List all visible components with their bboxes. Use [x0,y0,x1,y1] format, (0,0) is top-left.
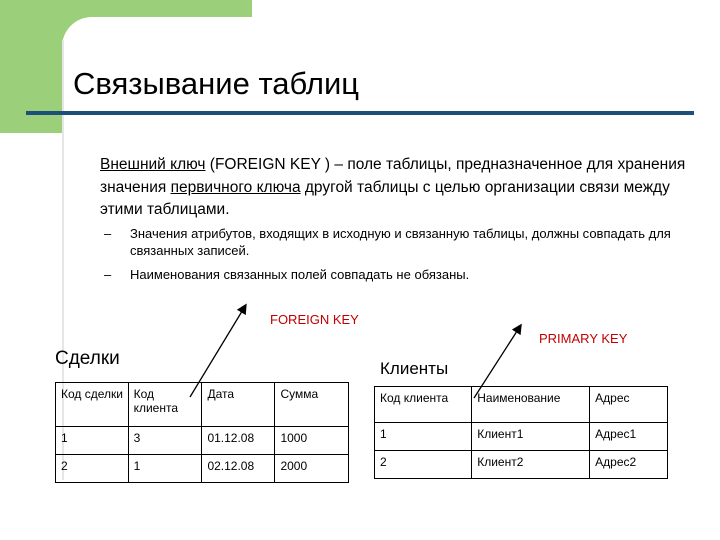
table-cell: Клиент2 [472,451,590,479]
header-cell: Код клиента [375,387,472,423]
left-table-caption: Сделки [55,348,120,369]
slide-title: Связывание таблиц [73,66,360,101]
table-cell: Клиент1 [472,423,590,451]
table-row [375,451,668,479]
header-cell: Код клиента [128,383,202,427]
table-cell: 01.12.08 [202,427,275,455]
table-cell: 1000 [275,427,349,455]
definition-term: Внешний ключ [100,156,206,173]
table-cell: 2 [375,451,472,479]
table-cell: 2 [56,455,129,483]
table-header-row [375,387,668,423]
definition-text-1: (FOREIGN KEY ) – поле таблицы, предназначенное для хранения значения [100,156,686,196]
header-cell: Дата [202,383,275,427]
bullet-dash: – [104,267,112,282]
foreign-key-label: FOREIGN KEY [270,312,359,327]
bullet-text: Наименования связанных полей совпадать не обязаны. [130,267,470,282]
header-cell: Сумма [275,383,349,427]
table-cell: Адрес1 [590,423,668,451]
table-header-row [56,383,349,427]
header-cell: Наименование [472,387,590,423]
header-cell: Адрес [590,387,668,423]
bullet-dash: – [104,226,112,241]
table-row [56,427,349,455]
header-cell: Код сделки [56,383,129,427]
table-cell: 1 [128,455,202,483]
table-cell: 3 [128,427,202,455]
table-row [56,455,349,483]
table-cell: Адрес2 [590,451,668,479]
table-cell: 1 [375,423,472,451]
primary-key-label: PRIMARY KEY [539,331,628,346]
clients-table [374,386,668,479]
table-cell: 1 [56,427,129,455]
table-row [375,423,668,451]
primary-key-term: первичного ключа [170,178,301,196]
bullet-text: Значения атрибутов, входящих в исходную и связанную таблицы, должны совпадать для связанных записей. [130,226,671,258]
deals-table [55,382,349,483]
table-cell: 2000 [275,455,349,483]
right-table-caption: Клиенты [380,359,449,378]
table-cell: 02.12.08 [202,455,275,483]
definition-text-2: другой таблицы с целью организации связи между этими таблицами. [100,178,670,218]
